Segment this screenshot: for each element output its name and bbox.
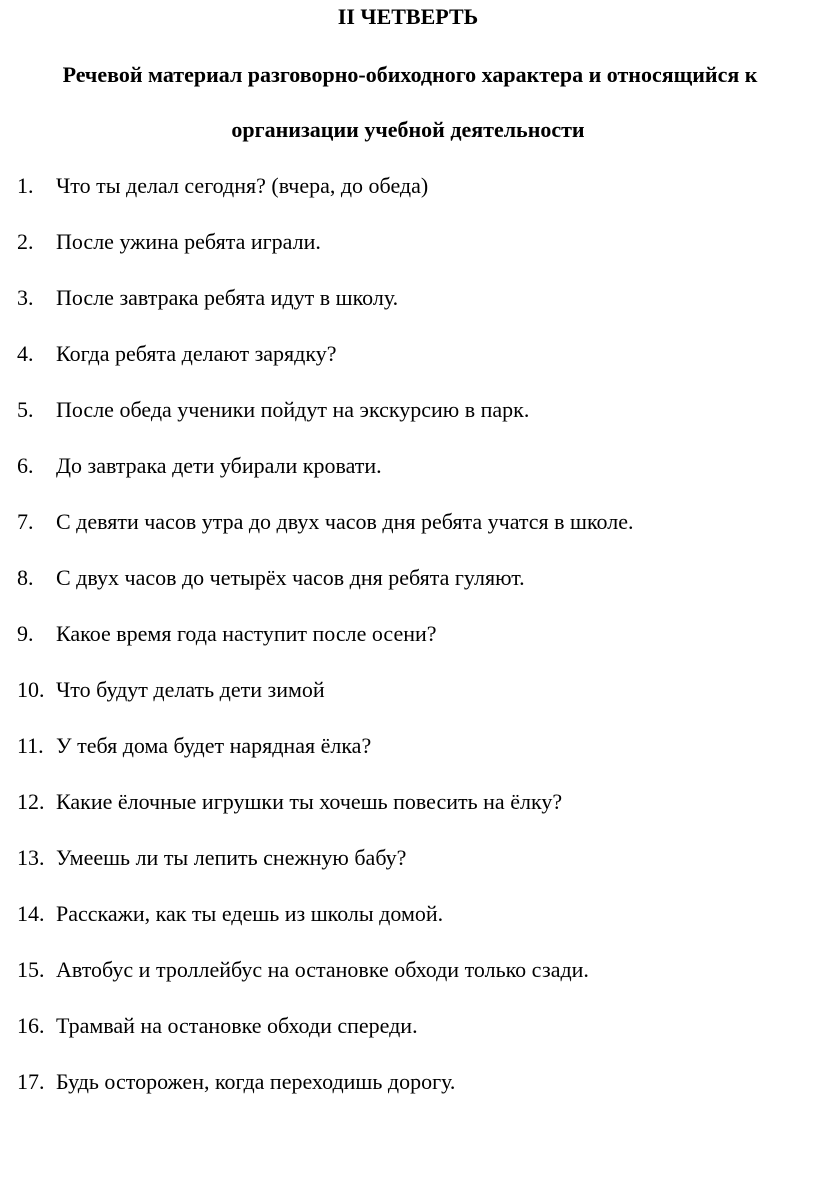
page-title: II ЧЕТВЕРТЬ xyxy=(337,4,479,29)
list-item-text: Что будут делать дети зимой xyxy=(56,677,325,702)
list-item-text: С девяти часов утра до двух часов дня ребята учатся в школе. xyxy=(56,509,634,534)
list-item xyxy=(0,1062,816,1118)
list-item xyxy=(0,278,816,334)
subtitle-line-1: Речевой материал разговорно-обиходного характера и относящийся к xyxy=(62,62,758,87)
list-item-text: Автобус и троллейбус на остановке обходи только сзади. xyxy=(56,957,589,982)
list-item-number: 17. xyxy=(17,1069,45,1094)
list-item xyxy=(0,1006,816,1062)
list-item-number: 16. xyxy=(17,1013,45,1038)
list-item xyxy=(0,894,816,950)
list-item-text: До завтрака дети убирали кровати. xyxy=(56,453,382,478)
list-item xyxy=(0,782,816,838)
list-item xyxy=(0,726,816,782)
list-item-number: 15. xyxy=(17,957,45,982)
list-item-number: 14. xyxy=(17,901,45,926)
list-item xyxy=(0,222,816,278)
list-item xyxy=(0,334,816,390)
list-item-text: Какое время года наступит после осени? xyxy=(56,621,437,646)
list-item-number: 12. xyxy=(17,789,45,814)
list-item xyxy=(0,670,816,726)
list-item-number: 4. xyxy=(17,341,34,366)
list-item-text: После обеда ученики пойдут на экскурсию в парк. xyxy=(56,397,530,422)
list-item xyxy=(0,950,816,1006)
list-item xyxy=(0,390,816,446)
list-item-number: 2. xyxy=(17,229,34,254)
list-item-text: Будь осторожен, когда переходишь дорогу. xyxy=(56,1069,456,1094)
list-item xyxy=(0,166,816,222)
list-item-number: 10. xyxy=(17,677,45,702)
list-item-number: 9. xyxy=(17,621,34,646)
list-item-number: 3. xyxy=(17,285,34,310)
list-item-number: 1. xyxy=(17,173,34,198)
list-item-text: Трамвай на остановке обходи спереди. xyxy=(56,1013,418,1038)
list-item-number: 13. xyxy=(17,845,45,870)
list-item-text: У тебя дома будет нарядная ёлка? xyxy=(56,733,372,758)
list-item-number: 6. xyxy=(17,453,34,478)
list-item-text: Расскажи, как ты едешь из школы домой. xyxy=(56,901,444,926)
list-item xyxy=(0,558,816,614)
list-item xyxy=(0,446,816,502)
subtitle-line-2: организации учебной деятельности xyxy=(231,117,585,142)
list-item-number: 11. xyxy=(17,733,44,758)
list-item-number: 5. xyxy=(17,397,34,422)
list-item-text: Что ты делал сегодня? (вчера, до обеда) xyxy=(56,173,429,198)
list-item-number: 7. xyxy=(17,509,34,534)
numbered-list xyxy=(0,166,816,1118)
list-item xyxy=(0,614,816,670)
list-item-text: С двух часов до четырёх часов дня ребята гуляют. xyxy=(56,565,525,590)
list-item-text: После ужина ребята играли. xyxy=(56,229,321,254)
list-item-text: Когда ребята делают зарядку? xyxy=(56,341,337,366)
list-item-text: Какие ёлочные игрушки ты хочешь повесить на ёлку? xyxy=(56,789,563,814)
list-item-number: 8. xyxy=(17,565,34,590)
list-item xyxy=(0,502,816,558)
list-item xyxy=(0,838,816,894)
list-item-text: После завтрака ребята идут в школу. xyxy=(56,285,399,310)
list-item-text: Умеешь ли ты лепить снежную бабу? xyxy=(56,845,407,870)
